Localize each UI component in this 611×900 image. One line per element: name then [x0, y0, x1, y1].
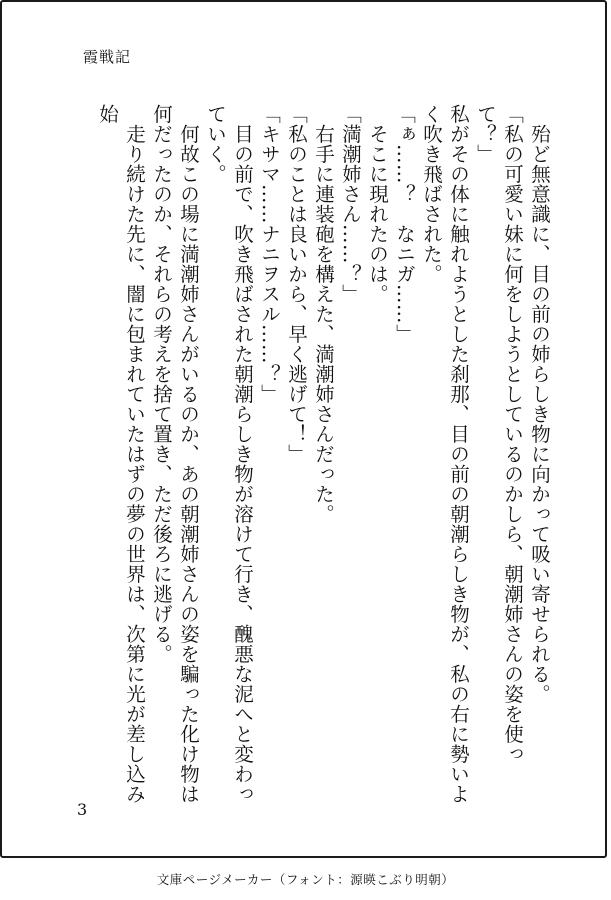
paragraph: 「私の可愛い妹に何をしようとしているのかしら、朝潮姉さんの姿を使って？」 — [474, 104, 524, 764]
paragraph: 私がその体に触れようとした刹那、目の前の朝潮らしき物が、私の右に勢いよく吹き飛ばされた。 — [420, 104, 470, 804]
running-header-title: 霞戦記 — [83, 48, 132, 66]
vertical-body-text — [93, 104, 553, 804]
paragraph: そこに現れたのは。 — [366, 123, 389, 304]
paragraph: 右手に連装砲を構えた、満潮姉さんだった。 — [312, 123, 335, 524]
paragraph: 「私のことは良いから、早く逃げて！」 — [285, 104, 308, 464]
paragraph: 何故この場に満潮姉さんがいるのか、あの朝潮姉さんの姿を騙った化け物は何だったのか、それらの考えを捨て置き、ただ後ろに逃げる。 — [150, 104, 200, 804]
paragraph: 走り続けた先に、闇に包まれていたはずの夢の世界は、次第に光が差し込み始 — [96, 104, 146, 804]
paragraph: 目の前で、吹き飛ばされた朝潮らしき物が溶けて行き、醜悪な泥へと変わっていく。 — [204, 104, 254, 804]
paragraph: 「満潮姉さん……？」 — [339, 104, 362, 304]
paragraph: 殆ど無意識に、目の前の姉らしき物に向かって吸い寄せられる。 — [528, 123, 551, 704]
page-number: 3 — [77, 800, 88, 819]
paragraph: 「ぁ……？ なニガ……」 — [393, 104, 416, 344]
footer-credit: 文庫ページメーカー（フォント：源暎こぶり明朝） — [156, 872, 455, 887]
paragraph: 「キサマ……ナニヲスル……？」 — [258, 104, 281, 404]
